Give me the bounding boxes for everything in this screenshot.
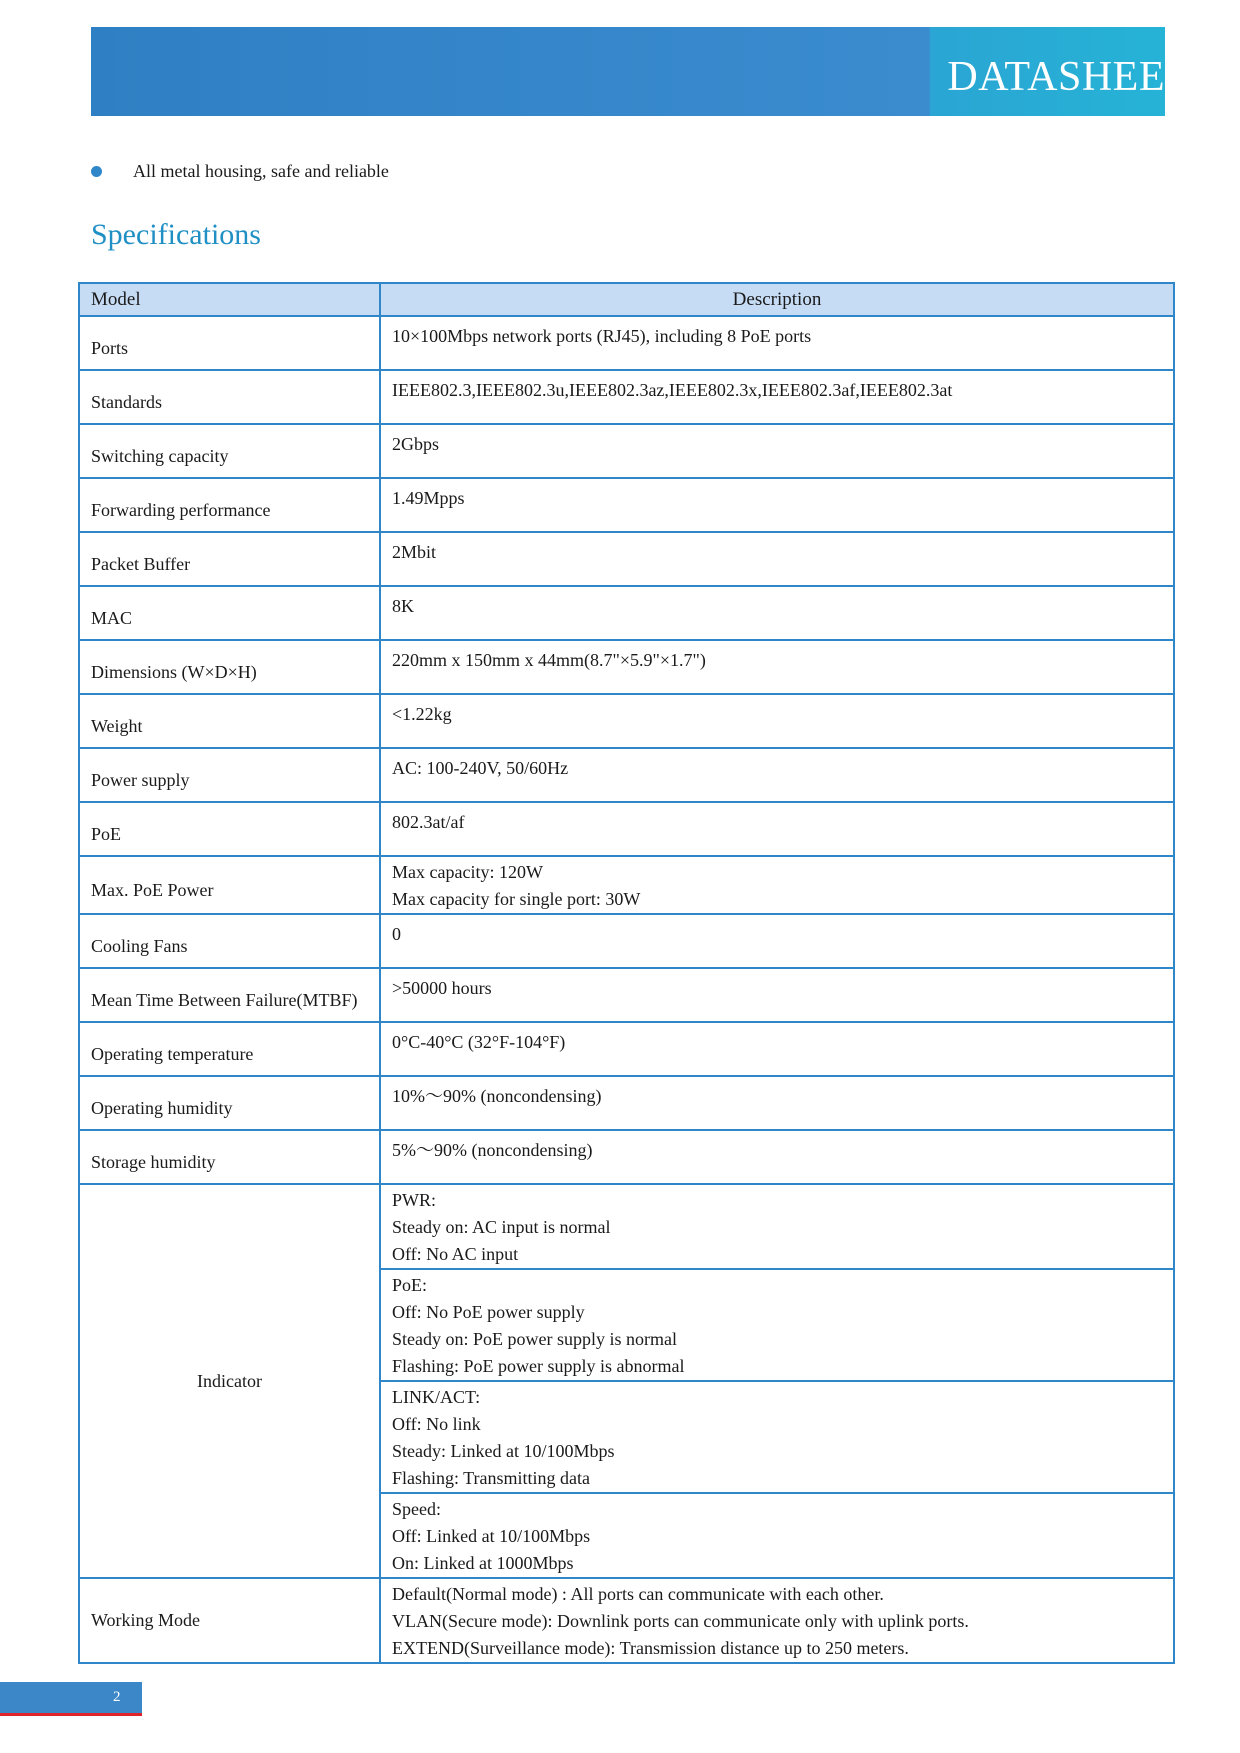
spec-label: MAC <box>79 586 380 640</box>
spec-value-line: >50000 hours <box>392 978 492 998</box>
spec-value-line: 5%～90% (noncondensing) <box>392 1140 593 1160</box>
header-banner <box>91 27 1165 116</box>
table-row <box>79 586 1174 640</box>
spec-value-line: PoE: <box>392 1275 428 1295</box>
spec-value-line: IEEE802.3,IEEE802.3u,IEEE802.3az,IEEE802.3x,IEEE802.3af,IEEE802.3at <box>392 380 953 400</box>
spec-value-line: Steady on: AC input is normal <box>392 1217 611 1237</box>
table-row <box>79 748 1174 802</box>
spec-value-line: 10×100Mbps network ports (RJ45), including 8 PoE ports <box>392 326 812 346</box>
table-row <box>79 1578 1174 1663</box>
spec-value <box>380 370 1174 424</box>
spec-label: Switching capacity <box>79 424 380 478</box>
table-row <box>79 914 1174 968</box>
spec-value <box>380 694 1174 748</box>
table-row <box>79 532 1174 586</box>
spec-value-line: Steady: Linked at 10/100Mbps <box>392 1441 615 1461</box>
page-number: 2 <box>113 1689 121 1705</box>
table-row <box>79 1022 1174 1076</box>
spec-value-line: LINK/ACT: <box>392 1387 481 1407</box>
spec-value-line: Speed: <box>392 1499 441 1519</box>
working-mode-value <box>380 1578 1174 1663</box>
table-row <box>79 1076 1174 1130</box>
spec-value-line: VLAN(Secure mode): Downlink ports can communicate only with uplink ports. <box>392 1611 969 1631</box>
spec-value <box>380 914 1174 968</box>
spec-value-line: Steady on: PoE power supply is normal <box>392 1329 677 1349</box>
spec-value-line: On: Linked at 1000Mbps <box>392 1553 574 1573</box>
spec-value-line: Off: No link <box>392 1414 481 1434</box>
spec-value <box>380 968 1174 1022</box>
spec-label: PoE <box>79 802 380 856</box>
spec-label: Ports <box>79 316 380 370</box>
indicator-label: Indicator <box>79 1184 380 1578</box>
spec-value-line: 220mm x 150mm x 44mm(8.7"×5.9"×1.7") <box>392 650 706 670</box>
spec-value <box>380 316 1174 370</box>
spec-value-line: Max capacity: 120W <box>392 862 543 882</box>
spec-label: Dimensions (W×D×H) <box>79 640 380 694</box>
spec-value <box>380 1076 1174 1130</box>
footer-accent-line <box>0 1713 142 1716</box>
spec-value <box>380 748 1174 802</box>
footer-bar <box>0 1682 142 1713</box>
table-row <box>79 1130 1174 1184</box>
spec-value-line: 1.49Mpps <box>392 488 465 508</box>
spec-value-line: 2Mbit <box>392 542 437 562</box>
spec-value-line: Flashing: Transmitting data <box>392 1468 591 1488</box>
table-row <box>79 424 1174 478</box>
spec-value <box>380 1130 1174 1184</box>
spec-label: Operating temperature <box>79 1022 380 1076</box>
table-row <box>79 694 1174 748</box>
indicator-group <box>380 1269 1174 1381</box>
spec-value-line: 2Gbps <box>392 434 440 454</box>
working-mode-label: Working Mode <box>79 1578 380 1663</box>
feature-bullet <box>91 161 389 182</box>
spec-value-line: <1.22kg <box>392 704 452 724</box>
spec-value-line: 8K <box>392 596 414 616</box>
spec-value-line: 10%～90% (noncondensing) <box>392 1086 602 1106</box>
spec-value <box>380 1022 1174 1076</box>
spec-value <box>380 802 1174 856</box>
spec-label: Packet Buffer <box>79 532 380 586</box>
indicator-group <box>380 1493 1174 1578</box>
spec-label: Storage humidity <box>79 1130 380 1184</box>
table-row <box>79 1184 1174 1269</box>
spec-table-body <box>79 316 1174 1663</box>
spec-value <box>380 424 1174 478</box>
spec-value-line: Max capacity for single port: 30W <box>392 889 641 909</box>
indicator-group <box>380 1381 1174 1493</box>
table-header-row <box>79 283 1174 316</box>
spec-label: Mean Time Between Failure(MTBF) <box>79 968 380 1022</box>
table-row <box>79 478 1174 532</box>
spec-label: Standards <box>79 370 380 424</box>
table-row <box>79 370 1174 424</box>
spec-value-line: EXTEND(Surveillance mode): Transmission distance up to 250 meters. <box>392 1638 909 1658</box>
column-header-model: Model <box>79 283 380 316</box>
spec-value-line: 0 <box>392 924 401 944</box>
spec-value <box>380 532 1174 586</box>
spec-value-line: Default(Normal mode) : All ports can communicate with each other. <box>392 1584 884 1604</box>
column-header-description: Description <box>380 283 1174 316</box>
spec-label: Forwarding performance <box>79 478 380 532</box>
spec-value <box>380 478 1174 532</box>
spec-value-line: Flashing: PoE power supply is abnormal <box>392 1356 685 1376</box>
spec-value <box>380 586 1174 640</box>
spec-label: Power supply <box>79 748 380 802</box>
spec-label: Cooling Fans <box>79 914 380 968</box>
spec-value <box>380 640 1174 694</box>
spec-value-line: Off: No AC input <box>392 1244 519 1264</box>
spec-label: Weight <box>79 694 380 748</box>
spec-value-line: PWR: <box>392 1190 437 1210</box>
spec-label: Operating humidity <box>79 1076 380 1130</box>
table-row <box>79 856 1174 914</box>
indicator-group <box>380 1184 1174 1269</box>
table-row <box>79 968 1174 1022</box>
table-row <box>79 316 1174 370</box>
spec-table <box>78 282 1175 1664</box>
spec-value-line: AC: 100-240V, 50/60Hz <box>392 758 569 778</box>
feature-text: All metal housing, safe and reliable <box>133 161 389 181</box>
table-row <box>79 640 1174 694</box>
spec-value-line: 0°C-40°C (32°F-104°F) <box>392 1032 566 1052</box>
spec-value-line: 802.3at/af <box>392 812 465 832</box>
datasheet-title: DATASHEE <box>947 54 1165 100</box>
spec-value-line: Off: No PoE power supply <box>392 1302 585 1322</box>
spec-value <box>380 856 1174 914</box>
table-row <box>79 802 1174 856</box>
spec-label: Max. PoE Power <box>79 856 380 914</box>
bullet-icon <box>91 166 102 177</box>
section-title: Specifications <box>91 218 261 251</box>
spec-value-line: Off: Linked at 10/100Mbps <box>392 1526 591 1546</box>
